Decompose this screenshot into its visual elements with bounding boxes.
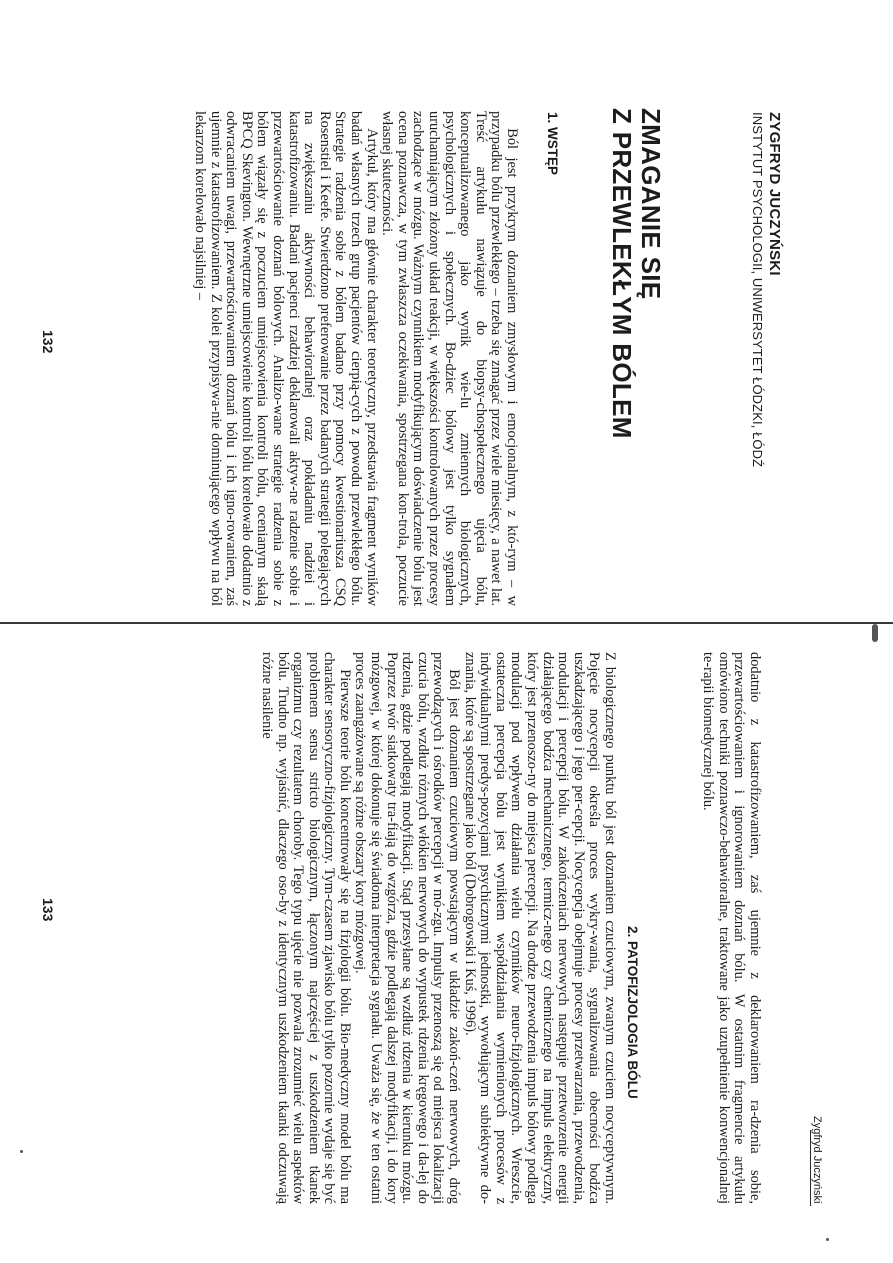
scan-speck	[872, 624, 878, 642]
article-title-line-1: ZMAGANIE SIĘ	[636, 108, 666, 300]
continuation-paragraph: dodatnio z katastrofizowaniem, zaś ujemnie z deklarowaniem ra-dzenia sobie, przewartościowaniem i ignorowaniem doznań bólu. W ostatnim fragmencie artykułu omówiono techniki poznawczo-behawioralne, traktowane jako uzupełnienie konwencjonalnej te-rapii biomedycznej bólu.	[700, 652, 763, 1204]
article-title-line-2: Z PRZEWLEKŁYM BÓLEM	[607, 108, 637, 439]
page-fold-line	[0, 622, 893, 624]
section-heading-intro: 1. WSTĘP	[545, 112, 560, 176]
intro-text-block	[192, 111, 519, 606]
author-name: ZYGFRYD JUCZYŃSKI	[766, 112, 783, 276]
pathophysiology-paragraph-2: Ból jest doznaniem czuciowym powstającym w układzie zakoń-czeń nerwowych, dróg przewodzących i ośrodków percepcji w mó-zgu. Impulsy przenoszą się od miejsca lokalizacji czucia bólu, wzdłuż różnych włókien nerwowych do wypustek rdzenia kręgowego i da-lej do rdzenia, gdzie podlegają modyfikacji. Stąd przesyłane są wzdłuż rdzenia w kierunku mózgu. Poprzez twór siatkowaty tra-fiają do wzgórza, gdzie podlegają dalszej modyfikacji, i do kory mózgowej, w której dokonuje się świadoma interpretacja sygnału. Uważa się, że w ten ostatni proces zaangażowane są różne obszary kory mózgowej.	[352, 652, 463, 1204]
page-number-right: 133	[40, 898, 56, 922]
running-header-author: Zygfryd Juczyński	[811, 1116, 823, 1204]
intro-paragraph-1: Ból jest przykrym doznaniem zmysłowym i emocjonalnym, z któ-rym – w przypadku bólu przewlekłego – trzeba się zmagać przez wiele miesięcy, a nawet lat. Treść artykułu nawiązuje do biopsy-chospołecznego ujęcia bólu, konceptualizowanego jako wynik wie-lu zmiennych biologicznych, psychologicznych i społecznych. Bo-dziec bólowy jest tylko sygnałem uruchamiającym złożony układ reakcji, w większości kontrolowanych przez procesy zachodzące w mózgu. Ważnym czynnikiem modyfikującym doświadczenie bólu jest ocena poznawcza, w tym zwłaszcza oczekiwania, spostrzegana kon-trola, poczucie własnej skuteczności.	[379, 111, 520, 606]
page-number-left: 132	[40, 330, 56, 354]
pathophysiology-text-block	[258, 652, 617, 1204]
scan-speck	[826, 1238, 829, 1241]
pathophysiology-paragraph-3: Pierwsze teorie bólu koncentrowały się na fizjologii bólu. Bio-medyczny model bólu ma charakter sensoryczno-fizjologiczny. Tym-czasem zjawisko bólu tylko pozornie wydaje się być problemem sensu stricto biologicznym, łączonym najczęściej z uszkodzeniem tkanek organizmu czy rezultatem choroby. Tego typu ujęcie nie pozwala zrozumieć wielu aspektów bólu. Trudno np. wyjaśnić, dlaczego oso-by z identycznym uszkodzeniem tkanki odczuwają różne nasilenie	[258, 652, 353, 1204]
pathophysiology-paragraph-1: Z biologicznego punktu ból jest doznaniem czuciowym, zwanym czuciem nocyceptywnym. Pojęcie nocycepcji określa proces wykry-wania, sygnalizowania obecności bodźca uszkadzającego i jego per-cepcji. Nocycepcja obejmuje procesy przetwarzania, przewodzenia, modulacji i percepcji bólu. W zakończeniach nerwowych następuje przetworzenie energii działającego bodźca mechanicznego, termicz-nego czy chemicznego na impuls elektryczny, który jest przenoszo-ny do miejsca percepcji. Na drodze przewodzenia impuls bólowy podlega modulacji pod wpływem działania wielu czynników neuro-fizjologicznych. Wreszcie, ostateczna percepcja bólu jest wynikiem współdziałania wymienionych procesów z indywidualnymi predys-pozycjami psychicznymi jednostki, wywołującym subiektywne do-znania, które są spostrzegane jako ból (Dobrogowski i Kuś, 1996).	[461, 652, 618, 1204]
scan-speck	[20, 1150, 23, 1153]
intro-paragraph-2: Artykuł, który ma głównie charakter teoretyczny, przedstawia fragment wyników badań własnych trzech grup pacjentów cierpią-cych z powodu przewlekłego bólu. Strategie radzenia sobie z bólem badano przy pomocy kwestionariusza CSQ Rosenstiel i Keefe. Stwierdzono preferowanie przez badanych strategii polegających na zwiększaniu aktywności behawioralnej oraz pokładaniu nadziei i katastrofizowaniu. Badani pacjenci rzadziej deklarowali aktyw-ne radzenie sobie i przewartościowanie doznań bólowych. Analizo-wane strategie radzenia sobie z bólem wiązały się z poczuciem umiejscowienia kontroli bólu, ocenianym skalą BPCQ Skevington. Wewnętrzne umiejscowienie kontroli bólu korelowało dodatnio z odwracaniem uwagi, przewartościowaniem doznań bólu i ich igno-rowaniem, zaś ujemnie z katastrofizowaniem. Z kolei przypisywa-nie dominującego wpływu na ból lekarzom korelowało najsilniej –	[192, 111, 380, 606]
author-affiliation: INSTYTUT PSYCHOLOGII, UNIWERSYTET ŁÓDZKI, ŁÓDŹ	[750, 112, 765, 468]
continuation-text	[700, 652, 762, 1204]
section-heading-pathophysiology: 2. PATOFIZJOLOGIA BÓLU	[625, 926, 640, 1099]
